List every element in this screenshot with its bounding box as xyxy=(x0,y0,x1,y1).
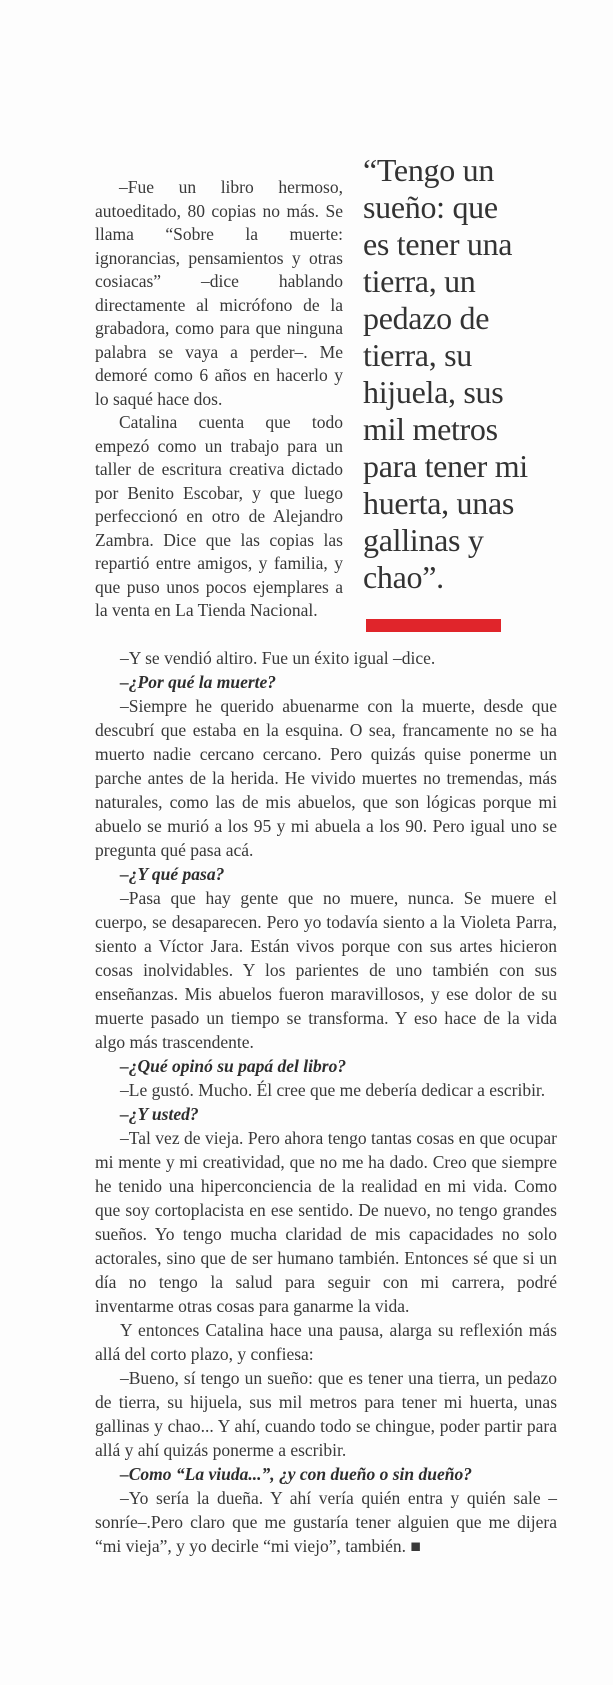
pull-quote-line: pedazo de xyxy=(363,300,490,336)
pull-quote-line: para tener mi xyxy=(363,448,528,484)
interview-section xyxy=(95,646,557,1558)
pull-quote-line: chao”. xyxy=(363,559,444,595)
pull-quote-line: sueño: que xyxy=(363,189,498,225)
interview-answer: –Bueno, sí tengo un sueño: que es tener una tierra, un pedazo de tierra, su hijuela, sus mil metros para tener mi huerta, unas gallinas y chao... Y ahí, cuando todo se chingue, poder partir para allá y ahí quizás ponerme a escribir. xyxy=(95,1368,557,1460)
pull-quote-line: es tener una xyxy=(363,226,513,262)
pull-quote xyxy=(363,152,577,596)
interview-answer: –Y se vendió altiro. Fue un éxito igual –dice. xyxy=(120,648,436,668)
body-paragraph: –Fue un libro hermoso, autoeditado, 80 copias no más. Se llama “Sobre la muerte: ignorancias, pensamientos y otras cosiacas” –dice hablando directamente al micrófono de la grabadora, como para que ninguna palabra se vaya a perder–. Me demoré como 6 años en hacerlo y lo saqué hace dos. xyxy=(95,177,343,409)
pull-quote-line: mil metros xyxy=(363,411,498,447)
red-divider-bar xyxy=(366,619,501,632)
interview-answer: –Siempre he querido abuenarme con la muerte, desde que descubrí que estaba en la esquina. O sea, francamente no se ha muerto nadie cercano cercano. Pero quizás quise ponerme un parche antes de la herida. He vivido muertes no tremendas, más naturales, como las de mis abuelos, que son lógicas porque mi abuelo se murió a los 95 y mi abuela a los 90. Pero igual uno se pregunta qué pasa acá. xyxy=(95,696,557,860)
interview-answer: –Tal vez de vieja. Pero ahora tengo tantas cosas en que ocupar mi mente y mi creatividad, que no me ha dado. Creo que siempre he tenido una hiperconciencia de la realidad en mi vida. Como que soy cortoplacista en ese sentido. De nuevo, no tengo grandes sueños. Yo tengo mucha claridad de mis capacidades no solo actorales, sino que de ser humano también. Entonces sé que si un día no tengo la salud para seguir con mi carrera, podré inventarme otras cosas para ganarme la vida. xyxy=(95,1128,557,1316)
article-top-section xyxy=(95,152,557,632)
pull-quote-line: tierra, su xyxy=(363,337,472,373)
body-paragraph: Catalina cuenta que todo empezó como un trabajo para un taller de escritura creativa dictado por Benito Escobar, y que luego perfeccionó en otro de Alejandro Zambra. Dice que las copias las repartió entre amigos, y familia, y que puso unos pocos ejemplares a la venta en La Tienda Nacional. xyxy=(95,412,343,620)
interview-question: –Como “La viuda...”, ¿y con dueño o sin dueño? xyxy=(120,1464,472,1484)
interview-question: –¿Y usted? xyxy=(120,1104,199,1124)
interview-answer-with-end-mark: –Yo sería la dueña. Y ahí vería quién entra y quién sale –sonríe–.Pero claro que me gustaría tener alguien que me dijera “mi vieja”, y yo decirle “mi viejo”, también. ■ xyxy=(95,1488,557,1556)
pull-quote-line: gallinas y xyxy=(363,522,484,558)
pull-quote-line: tierra, un xyxy=(363,263,476,299)
interview-question: –¿Y qué pasa? xyxy=(120,864,225,884)
interview-answer: –Pasa que hay gente que no muere, nunca. Se muere el cuerpo, se desaparecen. Pero yo todavía siento a la Violeta Parra, siento a Víctor Jara. Están vivos porque con sus artes hicieron cosas inolvidables. Y los parientes de uno también con sus enseñanzas. Mis abuelos fueron maravillosos, y ese dolor de su muerte pasado un tiempo se transforma. Y eso hace de la vida algo más trascendente. xyxy=(95,888,557,1052)
pull-quote-column xyxy=(363,152,577,632)
body-text-column xyxy=(95,176,343,623)
interview-answer: –Le gustó. Mucho. Él cree que me debería dedicar a escribir. xyxy=(120,1080,546,1100)
pull-quote-line: “Tengo un xyxy=(363,152,495,188)
pull-quote-line: huerta, unas xyxy=(363,485,515,521)
narration-paragraph: Y entonces Catalina hace una pausa, alarga su reflexión más allá del corto plazo, y confiesa: xyxy=(95,1320,557,1364)
interview-question: –¿Qué opinó su papá del libro? xyxy=(120,1056,347,1076)
pull-quote-line: hijuela, sus xyxy=(363,374,504,410)
interview-question: –¿Por qué la muerte? xyxy=(120,672,277,692)
